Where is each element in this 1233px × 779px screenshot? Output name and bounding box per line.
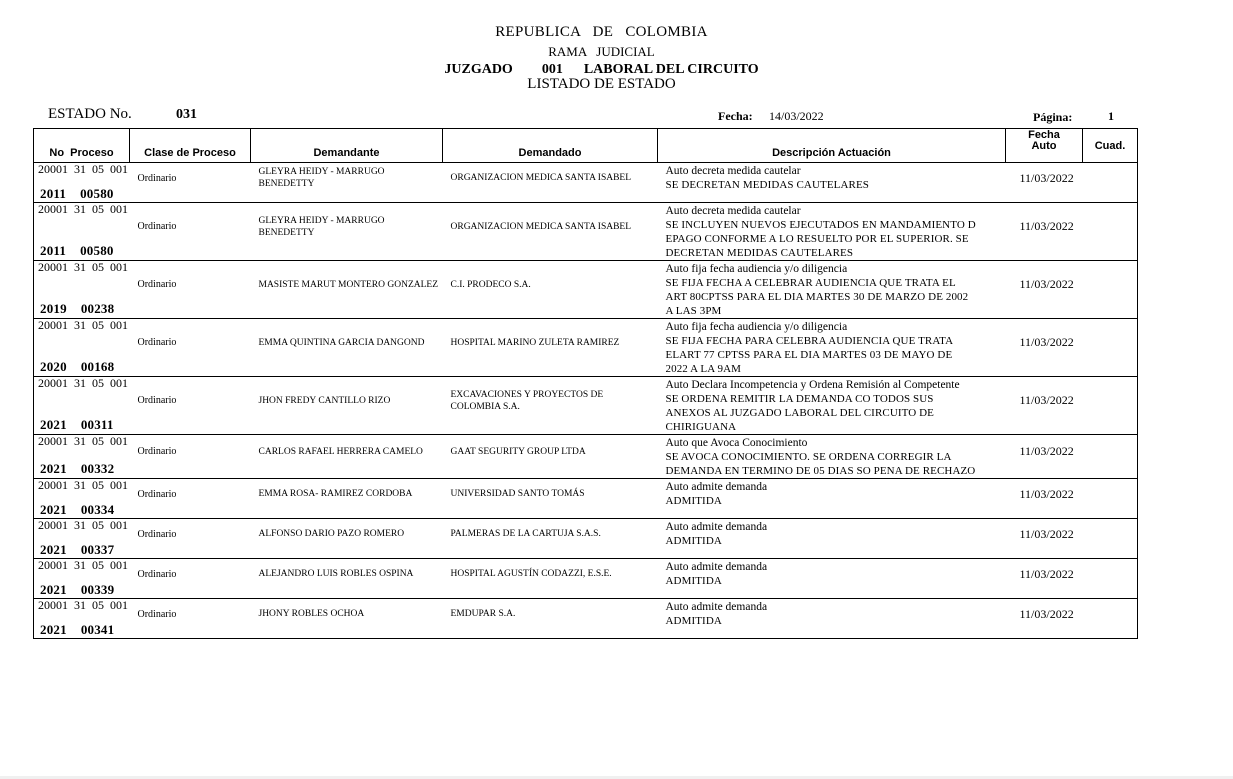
proceso-number: [40, 461, 114, 477]
col-auto-label: Auto: [1031, 140, 1057, 152]
cell-demandante: [251, 599, 443, 639]
cell-demandante: [251, 163, 443, 203]
cell-clase: [130, 203, 251, 261]
cell-no-proceso: [34, 435, 130, 479]
cell-clase: [130, 261, 251, 319]
proceso-code: 20001 31 05 001: [38, 162, 128, 176]
descripcion-title: Auto fija fecha audiencia y/o diligencia: [665, 263, 848, 275]
cell-fecha-auto: [1006, 559, 1083, 599]
proceso-num: 00580: [80, 186, 114, 201]
clase-text: Ordinario: [137, 488, 177, 500]
cell-no-proceso: [34, 479, 130, 519]
table-row: [34, 319, 1138, 377]
cell-fecha-auto: [1006, 261, 1083, 319]
col-fecha-auto: [1006, 129, 1083, 163]
proceso-number: [40, 622, 114, 638]
pagina-label: Página:: [1033, 110, 1073, 124]
cell-clase: [130, 479, 251, 519]
cell-cuad: [1083, 261, 1138, 319]
cell-demandado: [443, 163, 658, 203]
descripcion-title: Auto que Avoca Conocimiento: [665, 437, 808, 449]
fecha-auto-text: 11/03/2022: [1019, 219, 1074, 233]
demandado-text: HOSPITAL MARINO ZULETA RAMIREZ: [450, 337, 620, 348]
cell-cuad: [1083, 377, 1138, 435]
cell-fecha-auto: [1006, 519, 1083, 559]
clase-text: Ordinario: [137, 446, 177, 457]
cell-cuad: [1083, 519, 1138, 559]
cell-demandado: [443, 435, 658, 479]
proceso-year: 2019: [40, 301, 67, 316]
table-row: [34, 599, 1138, 639]
descripcion-body: SE FIJA FECHA A CELEBRAR AUDIENCIA QUE TRATA EL ART 80CPTSS PARA EL DIA MARTES 30 DE MARZO DE 2002 A LAS 3PM: [665, 277, 969, 317]
cell-clase: [130, 519, 251, 559]
cell-cuad: [1083, 599, 1138, 639]
demandante-text: CARLOS RAFAEL HERRERA CAMELO: [258, 446, 423, 457]
cell-cuad: [1083, 203, 1138, 261]
cell-descripcion: [658, 599, 1006, 639]
descripcion-body: ADMITIDA: [665, 615, 722, 627]
descripcion-title: Auto admite demanda: [665, 521, 768, 533]
proceso-year: 2021: [40, 542, 67, 557]
fecha-value: 14/03/2022: [769, 109, 824, 123]
cell-cuad: [1083, 479, 1138, 519]
cell-demandante: [251, 559, 443, 599]
descripcion-body: SE FIJA FECHA PARA CELEBRA AUDIENCIA QUE TRATA ELART 77 CPTSS PARA EL DIA MARTES 03 DE MAYO DE 2022 A LA 9AM: [665, 335, 953, 375]
proceso-code: 20001 31 05 001: [38, 518, 128, 532]
fecha-auto-text: 11/03/2022: [1019, 486, 1074, 501]
clase-text: Ordinario: [137, 568, 177, 580]
col-descripcion: Descripción Actuación: [658, 129, 1006, 163]
clase-text: Ordinario: [137, 395, 177, 406]
descripcion-body: SE INCLUYEN NUEVOS EJECUTADOS EN MANDAMIENTO D EPAGO CONFORME A LO RESUELTO POR EL SUPERIOR. SE DECRETAN MEDIDAS CAUTELARES: [665, 219, 976, 259]
cell-descripcion: [658, 435, 1006, 479]
descripcion-title: Auto decreta medida cautelar: [665, 165, 801, 177]
proceso-code: 20001 31 05 001: [38, 202, 128, 216]
cell-descripcion: [658, 319, 1006, 377]
proceso-year: 2021: [40, 502, 67, 517]
proceso-num: 00580: [80, 243, 114, 258]
table-row: [34, 203, 1138, 261]
demandado-text: PALMERAS DE LA CARTUJA S.A.S.: [450, 529, 601, 539]
cell-clase: [130, 435, 251, 479]
cell-no-proceso: [34, 559, 130, 599]
cell-fecha-auto: [1006, 435, 1083, 479]
cell-demandante: [251, 519, 443, 559]
proceso-code: 20001 31 05 001: [38, 318, 128, 332]
descripcion-body: SE DECRETAN MEDIDAS CAUTELARES: [665, 179, 869, 191]
clase-text: Ordinario: [137, 279, 177, 290]
table-row: [34, 479, 1138, 519]
demandante-text: ALFONSO DARIO PAZO ROMERO: [258, 529, 405, 539]
clase-text: Ordinario: [137, 172, 177, 184]
cell-fecha-auto: [1006, 479, 1083, 519]
estado-label: ESTADO No.: [48, 106, 132, 122]
proceso-num: 00168: [80, 359, 115, 374]
juzgado-label: JUZGADO: [444, 62, 513, 77]
cell-demandado: [443, 261, 658, 319]
cell-demandante: [251, 435, 443, 479]
cell-no-proceso: [34, 319, 130, 377]
cell-descripcion: [658, 203, 1006, 261]
header-rama: RAMA JUDICIAL: [548, 44, 655, 59]
descripcion-body: ADMITIDA: [665, 535, 722, 547]
proceso-code: 20001 31 05 001: [38, 478, 128, 492]
clase-text: Ordinario: [137, 221, 177, 232]
col-fecha-label: Fecha: [1028, 129, 1060, 141]
proceso-number: [40, 502, 114, 518]
fecha-auto-text: 11/03/2022: [1019, 444, 1074, 458]
juzgado-name: LABORAL DEL CIRCUITO: [583, 62, 759, 77]
fecha-label: Fecha:: [718, 109, 753, 123]
table-row: [34, 163, 1138, 203]
cell-fecha-auto: [1006, 203, 1083, 261]
proceso-num: 00238: [80, 301, 115, 316]
cell-no-proceso: [34, 519, 130, 559]
estado-value: 031: [176, 107, 197, 122]
demandado-text: ORGANIZACION MEDICA SANTA ISABEL: [450, 173, 632, 183]
cell-descripcion: [658, 559, 1006, 599]
col-cuad: Cuad.: [1083, 129, 1138, 163]
fecha-auto-text: 11/03/2022: [1019, 606, 1074, 621]
cell-fecha-auto: [1006, 163, 1083, 203]
cell-no-proceso: [34, 203, 130, 261]
juzgado-number: 001: [541, 62, 563, 77]
header-republica: REPUBLICA DE COLOMBIA: [495, 24, 708, 40]
demandado-text: HOSPITAL AGUSTÍN CODAZZI, E.S.E.: [450, 569, 612, 579]
proceso-year: 2011: [40, 243, 67, 258]
proceso-num: 00311: [80, 417, 114, 432]
estado-table: [33, 128, 1138, 639]
col-clase: Clase de Proceso: [130, 129, 251, 163]
cell-clase: [130, 559, 251, 599]
fecha-auto-text: 11/03/2022: [1019, 170, 1074, 185]
cell-demandante: [251, 261, 443, 319]
proceso-code: 20001 31 05 001: [38, 598, 128, 612]
demandante-text: MASISTE MARUT MONTERO GONZALEZ: [258, 279, 439, 290]
cell-clase: [130, 163, 251, 203]
table-header-row: [34, 129, 1138, 163]
cell-demandado: [443, 319, 658, 377]
demandante-text: EMMA ROSA- RAMIREZ CORDOBA: [258, 489, 413, 499]
proceso-number: [40, 301, 114, 317]
proceso-code: 20001 31 05 001: [38, 434, 128, 448]
descripcion-title: Auto decreta medida cautelar: [665, 205, 801, 217]
table-row: [34, 559, 1138, 599]
proceso-number: [40, 186, 114, 202]
cell-descripcion: [658, 479, 1006, 519]
descripcion-title: Auto Declara Incompetencia y Ordena Remisión al Competente: [665, 379, 960, 391]
table-row: [34, 377, 1138, 435]
demandado-text: EXCAVACIONES Y PROYECTOS DE COLOMBIA S.A.: [450, 389, 604, 412]
cell-demandante: [251, 479, 443, 519]
descripcion-body: SE ORDENA REMITIR LA DEMANDA CO TODOS SUS ANEXOS AL JUZGADO LABORAL DEL CIRCUITO DE CHIRIGUANA: [665, 393, 934, 433]
cell-no-proceso: [34, 163, 130, 203]
cell-no-proceso: [34, 261, 130, 319]
cell-cuad: [1083, 435, 1138, 479]
proceso-number: [40, 542, 114, 558]
cell-no-proceso: [34, 377, 130, 435]
cell-demandado: [443, 559, 658, 599]
proceso-code: 20001 31 05 001: [38, 558, 128, 572]
demandado-text: GAAT SEGURITY GROUP LTDA: [450, 446, 586, 457]
cell-descripcion: [658, 163, 1006, 203]
fecha-auto-text: 11/03/2022: [1019, 566, 1074, 581]
cell-clase: [130, 319, 251, 377]
descripcion-title: Auto admite demanda: [665, 601, 768, 613]
demandado-text: ORGANIZACION MEDICA SANTA ISABEL: [450, 221, 632, 232]
demandante-text: JHONY ROBLES OCHOA: [258, 609, 365, 619]
proceso-year: 2021: [40, 417, 67, 432]
descripcion-title: Auto fija fecha audiencia y/o diligencia: [665, 321, 848, 333]
proceso-year: 2021: [40, 461, 67, 476]
proceso-number: [40, 359, 114, 375]
proceso-code: 20001 31 05 001: [38, 260, 128, 274]
table-row: [34, 261, 1138, 319]
demandante-text: ALEJANDRO LUIS ROBLES OSPINA: [258, 569, 414, 579]
cell-demandado: [443, 203, 658, 261]
fecha-auto-text: 11/03/2022: [1019, 277, 1074, 291]
proceso-number: [40, 243, 114, 259]
proceso-year: 2021: [40, 622, 67, 637]
clase-text: Ordinario: [137, 608, 177, 620]
cell-descripcion: [658, 377, 1006, 435]
cell-cuad: [1083, 559, 1138, 599]
cell-clase: [130, 599, 251, 639]
cell-demandado: [443, 519, 658, 559]
demandado-text: C.I. PRODECO S.A.: [450, 279, 531, 290]
proceso-code: 20001 31 05 001: [38, 376, 128, 390]
cell-fecha-auto: [1006, 599, 1083, 639]
descripcion-body: SE AVOCA CONOCIMIENTO. SE ORDENA CORREGIR LA DEMANDA EN TERMINO DE 05 DIAS SO PENA DE RECHAZO: [665, 451, 976, 477]
descripcion-title: Auto admite demanda: [665, 561, 768, 573]
cell-descripcion: [658, 519, 1006, 559]
fecha-auto-text: 11/03/2022: [1019, 526, 1074, 541]
pagina-value: 1: [1108, 109, 1114, 123]
col-demandante: Demandante: [251, 129, 443, 163]
descripcion-body: ADMITIDA: [665, 575, 722, 587]
proceso-num: 00332: [80, 461, 115, 476]
fecha-auto-text: 11/03/2022: [1019, 335, 1074, 349]
demandante-text: JHON FREDY CANTILLO RIZO: [258, 395, 391, 406]
proceso-num: 00341: [80, 622, 115, 637]
proceso-year: 2011: [40, 186, 67, 201]
col-demandado: Demandado: [443, 129, 658, 163]
cell-demandante: [251, 203, 443, 261]
demandante-text: GLEYRA HEIDY - MARRUGO BENEDETTY: [258, 215, 385, 238]
cell-fecha-auto: [1006, 319, 1083, 377]
proceso-year: 2021: [40, 582, 67, 597]
cell-demandante: [251, 377, 443, 435]
cell-demandado: [443, 599, 658, 639]
header-listado: LISTADO DE ESTADO: [527, 76, 676, 92]
cell-demandado: [443, 479, 658, 519]
cell-descripcion: [658, 261, 1006, 319]
cell-no-proceso: [34, 599, 130, 639]
proceso-num: 00334: [80, 502, 115, 517]
proceso-number: [40, 582, 114, 598]
fecha-auto-text: 11/03/2022: [1019, 393, 1074, 407]
descripcion-title: Auto admite demanda: [665, 481, 768, 493]
proceso-number: [40, 417, 114, 433]
cell-clase: [130, 377, 251, 435]
cell-fecha-auto: [1006, 377, 1083, 435]
demandado-text: UNIVERSIDAD SANTO TOMÁS: [450, 489, 585, 499]
clase-text: Ordinario: [137, 528, 177, 540]
col-no-proceso: No Proceso: [34, 129, 130, 163]
cell-cuad: [1083, 319, 1138, 377]
clase-text: Ordinario: [137, 337, 177, 348]
demandante-text: EMMA QUINTINA GARCIA DANGOND: [258, 337, 425, 348]
demandado-text: EMDUPAR S.A.: [450, 609, 516, 619]
proceso-num: 00337: [80, 542, 115, 557]
cell-cuad: [1083, 163, 1138, 203]
cell-demandado: [443, 377, 658, 435]
proceso-year: 2020: [40, 359, 67, 374]
descripcion-body: ADMITIDA: [665, 495, 722, 507]
proceso-num: 00339: [80, 582, 115, 597]
table-row: [34, 435, 1138, 479]
table-row: [34, 519, 1138, 559]
cell-demandante: [251, 319, 443, 377]
demandante-text: GLEYRA HEIDY - MARRUGO BENEDETTY: [258, 167, 385, 189]
